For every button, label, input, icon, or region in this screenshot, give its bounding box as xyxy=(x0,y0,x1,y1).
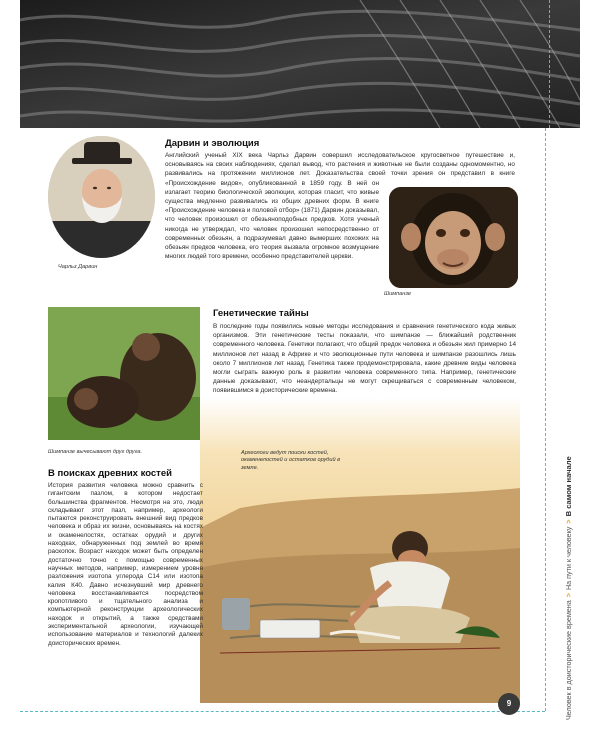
breadcrumb-arrow-icon: > xyxy=(564,593,573,598)
grooming-chimpanzees-photo xyxy=(48,307,200,440)
page-edge-dashed-right xyxy=(545,128,546,711)
breadcrumb-item-prehistoric[interactable]: Человек в доисторические времена xyxy=(564,600,573,720)
chimpanzee-caption: Шимпанзе xyxy=(384,291,412,297)
page-edge-dashed-bottom xyxy=(20,711,545,712)
bones-paragraph: История развития человека можно сравнить с гигантским пазлом, в котором недостает большинства фрагментов. Несмотря на это, люди складывают этот пазл, например, археологи пытаются реконструировать внешний вид предков человека и образ их жизни, основываясь на костях и окаменелостях, остатках орудий и других находках, обнаруженных под землей во время раскопок. Возраст находок может быть определен достаточно точно с помощью современных научных методов, например, измерением уровня разложения изотопа углерода С14 или изотопа калия К40. Давно исчезнувший мир древнего человека восстанавливается посредством кропотливого и тщательного анализа и компьютерной реконструкции археологических находок и открытий, а также средствами экспериментальной археологии, изучающей использование материалов и технологий далеких доисторических времен. xyxy=(48,482,203,647)
genetics-paragraph: В последние годы появились новые методы исследования и сравнения генетического кода живых организмов. Эти генетические тесты показали, что шимпанзе — ближайший родственник современного человека. Генетики полагают, что общий предок человека и обезьян жил примерно 14 миллионов лет назад в Африке и что эволюционные пути человека и шимпанзе разошлись лишь около 7 миллионов лет назад. Генетика также продемонстрировала, какие древние виды человека могли сыграть важную роль в развитии человека современного типа. Например, генетические данные доказывают, что неандертальцы не могут скрещиваться с современным человеком, появившимся в доисторические времена. xyxy=(213,323,516,395)
dig-caption: Археологи ведут поиски костей, окаменелостей и остатков орудий в земле. xyxy=(241,450,341,471)
genetics-heading: Генетические тайны xyxy=(213,308,309,319)
side-breadcrumb xyxy=(560,420,578,720)
page-number: 9 xyxy=(498,693,520,715)
darwin-portrait-caption: Чарльз Дарвин xyxy=(58,264,98,270)
grooming-caption: Шимпанзе вычесывают друг друга. xyxy=(48,449,143,455)
breadcrumb-item-path-to-human[interactable]: На пути к человеку xyxy=(564,526,573,591)
darwin-portrait xyxy=(48,136,155,258)
archaeology-dig-illustration xyxy=(200,398,520,703)
fossil-banner-image xyxy=(20,0,580,128)
breadcrumb-item-beginning: В самом начале xyxy=(564,456,573,517)
top-dashed-line xyxy=(549,0,550,128)
darwin-heading: Дарвин и эволюция xyxy=(165,138,260,149)
bones-heading: В поисках древних костей xyxy=(48,468,172,479)
chimpanzee-photo xyxy=(389,187,518,288)
darwin-text: Английский ученый XIX века Чарльз Дарвин совершил исследовательское кругосветное путешествие и, основываясь на своих наблюдениях, сделал вывод, что растения и животные не были созданы одномоментно, но развивались на протяжении миллионов лет. Доказательства своей точки зрения он представил в книге «Происхождение видов», опубликованной в 1859 году. В ней он излагает теорию биологической эволюции, которая гласит, что живые существа медленно развивались из общих древних форм. В книге «Происхождение человека и половой отбор» (1871) Дарвин доказывал, что человек произошел от обезьяноподобных предков. Хотя ученый никогда не утверждал, что человек произошел непосредственно от современных обезьян, а подразумевал давно вымерших похожих на обезьян предков человека, его теория вызвала огромное возмущение многих людей того времени, особенно представителей церкви. xyxy=(165,152,515,261)
breadcrumb-arrow-icon: > xyxy=(564,519,573,524)
